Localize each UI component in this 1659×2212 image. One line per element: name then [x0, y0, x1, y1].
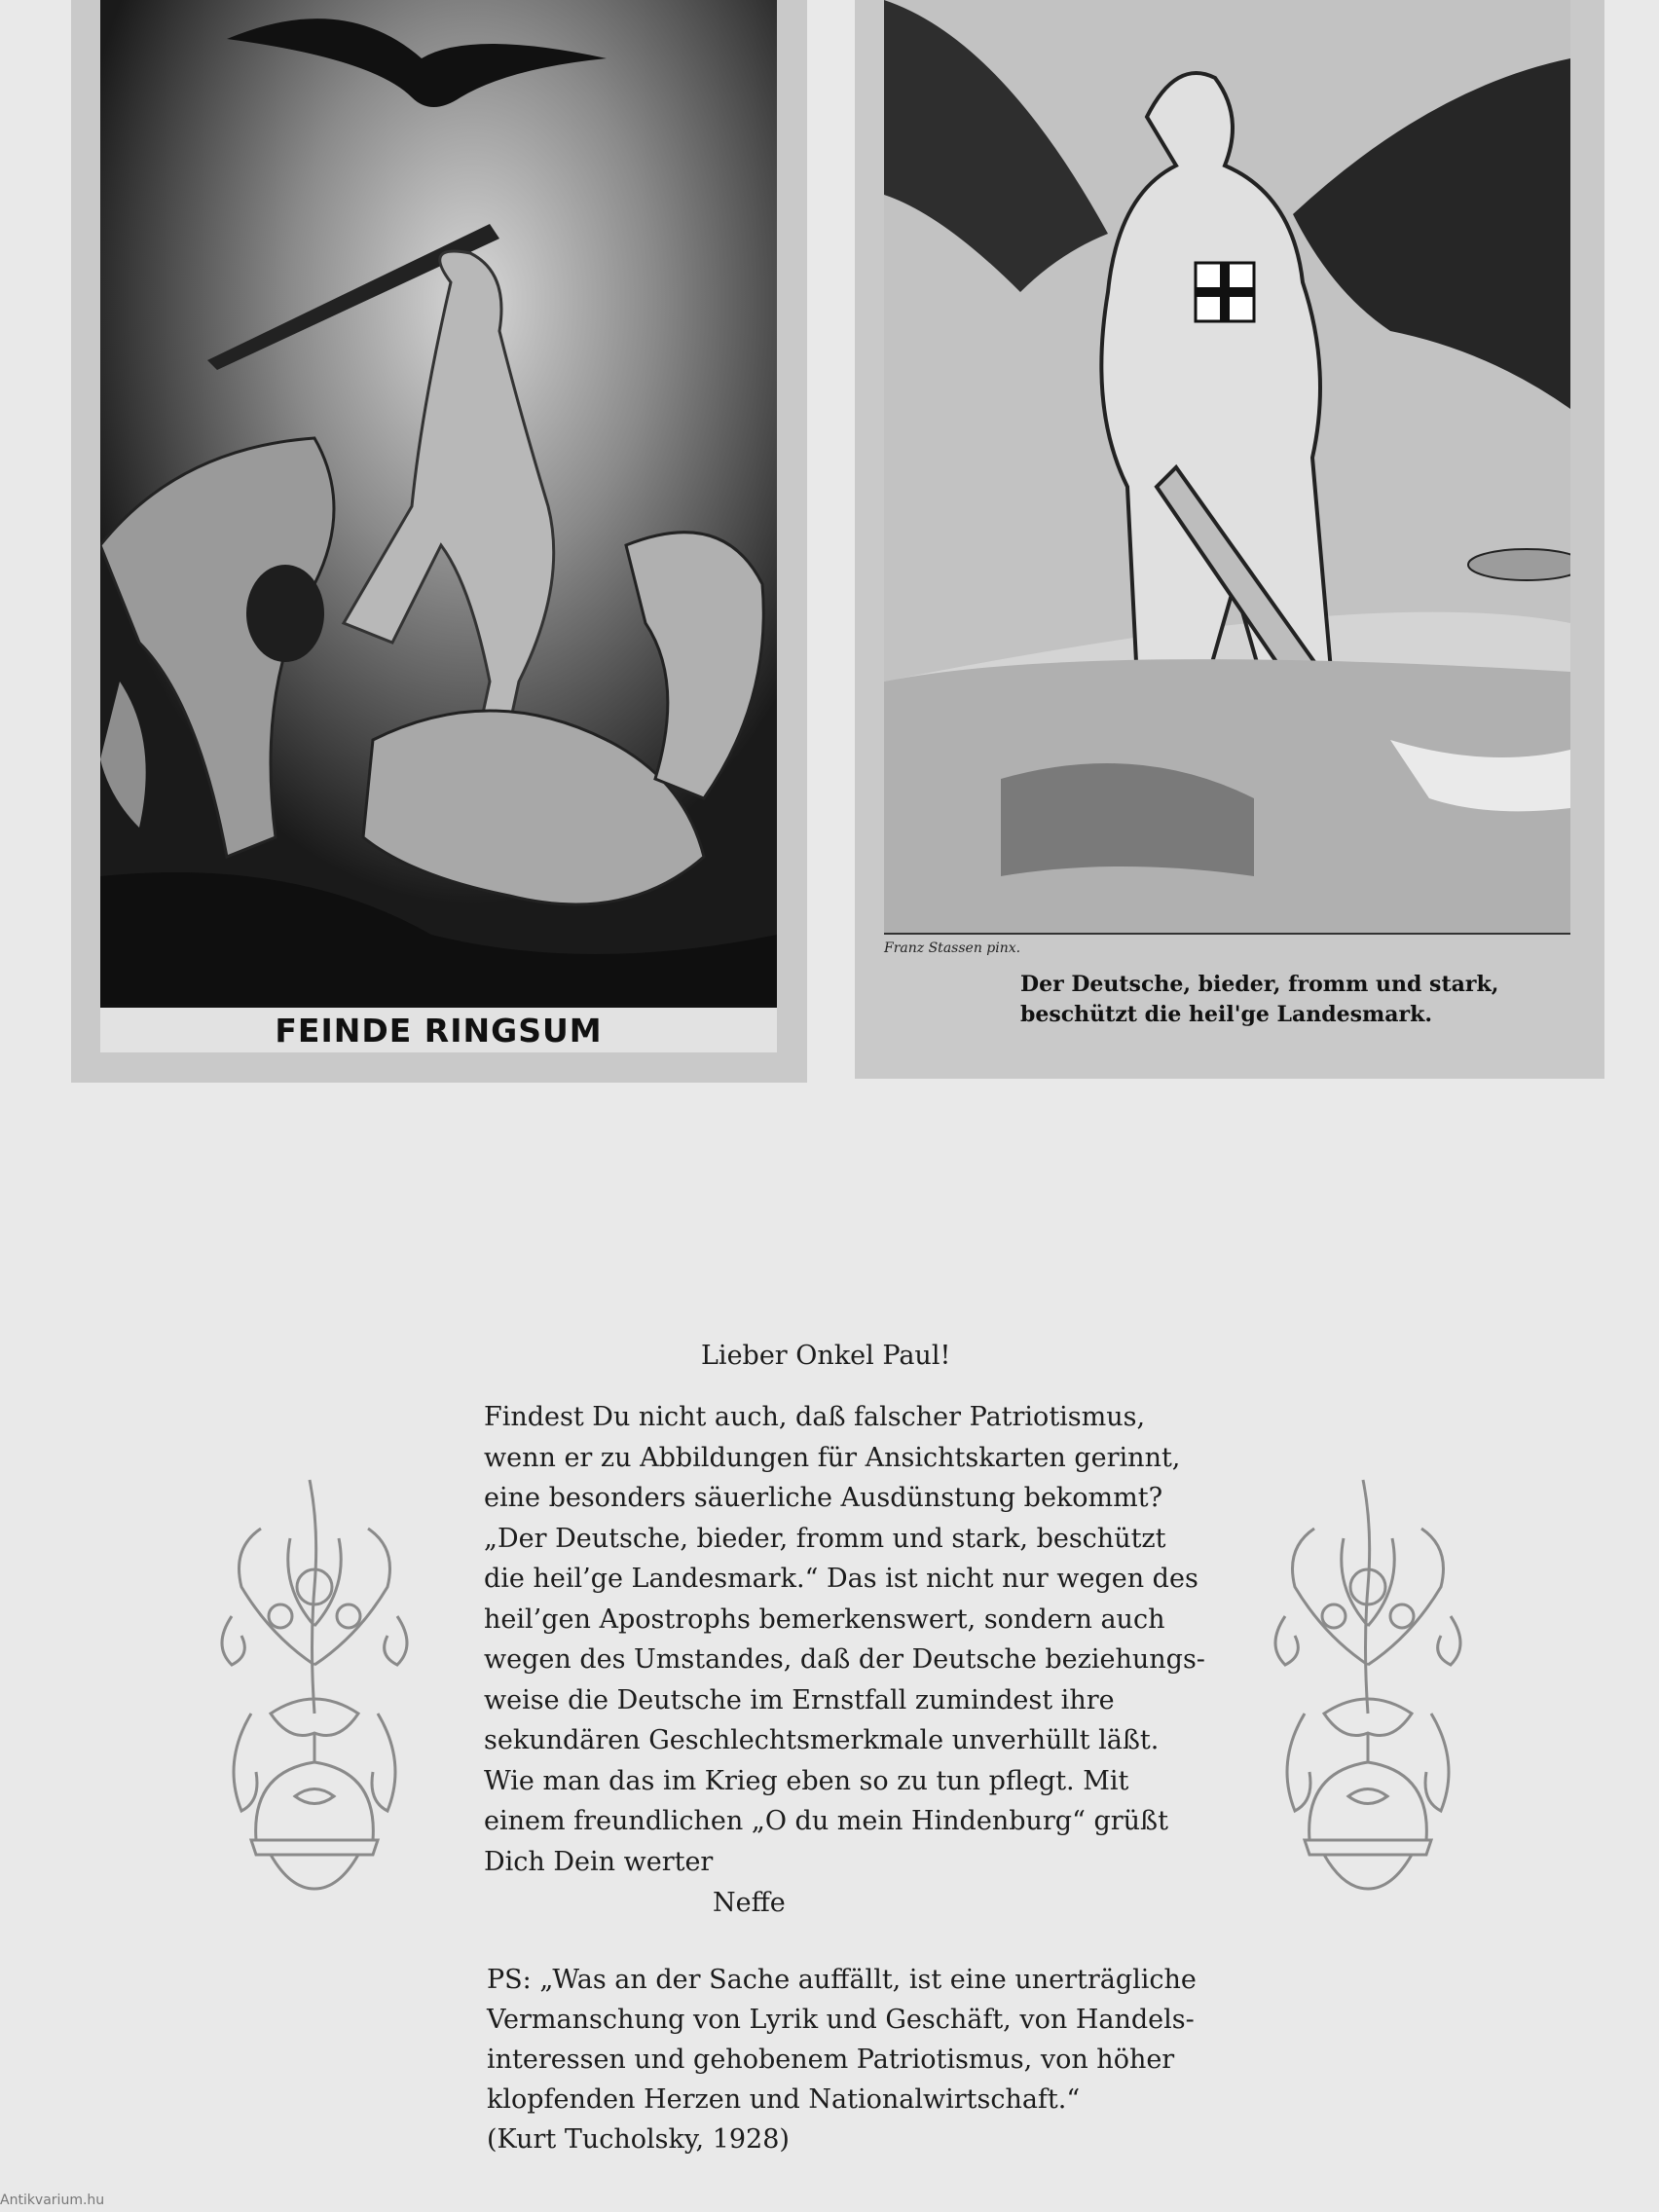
letter-body	[484, 1397, 1263, 1882]
letter-salutation: Lieber Onkel Paul!	[701, 1341, 951, 1371]
letter-line: heil’gen Apostrophs bemerkenswert, sondern auch	[484, 1604, 1165, 1635]
letter-line: Dich Dein werter	[484, 1846, 714, 1877]
illustration-drawing	[100, 0, 777, 1005]
letter-line: „Der Deutsche, bieder, fromm und stark, beschützt	[484, 1523, 1166, 1554]
ps-line: interessen und gehobenem Patriotismus, von höher	[487, 2045, 1175, 2075]
letter-line: Wie man das im Krieg eben so zu tun pflegt. Mit	[484, 1765, 1129, 1796]
caption-line: beschützt die heil'ge Landesmark.	[1020, 1002, 1433, 1027]
watermark: Antikvarium.hu	[0, 2193, 105, 2208]
caption-line: Der Deutsche, bieder, fromm und stark,	[1020, 972, 1499, 997]
ps-line: (Kurt Tucholsky, 1928)	[487, 2124, 790, 2155]
letter-line: sekundären Geschlechtsmerkmale unverhüllt läßt.	[484, 1725, 1160, 1755]
letter-line: die heil’ge Landesmark.“ Das ist nicht nur wegen des	[484, 1564, 1198, 1594]
helmet-bouquet-icon	[1266, 1470, 1470, 1899]
postcard-der-deutsche	[855, 0, 1604, 1079]
letter-line: weise die Deutsche im Ernstfall zumindest ihre	[484, 1684, 1115, 1715]
letter-signature: Neffe	[713, 1888, 786, 1918]
postscript	[487, 1960, 1266, 2159]
artist-credit: Franz Stassen pinx.	[884, 940, 1021, 956]
illustration-drawing	[884, 0, 1570, 933]
postcard-caption-right	[1020, 970, 1527, 1030]
ps-line: Vermanschung von Lyrik und Geschäft, von Handels-	[487, 2005, 1195, 2035]
illustration-feinde-ringsum	[100, 0, 777, 1005]
ps-line: PS: „Was an der Sache auffällt, ist eine unerträgliche	[487, 1965, 1197, 1995]
helmet-bouquet-icon	[212, 1470, 417, 1899]
ps-line: klopfenden Herzen und Nationalwirtschaft.“	[487, 2084, 1081, 2115]
letter-line: Findest Du nicht auch, daß falscher Patriotismus,	[484, 1402, 1146, 1432]
postcard-feinde-ringsum	[71, 0, 807, 1083]
letter-line: eine besonders säuerliche Ausdünstung bekommt?	[484, 1483, 1163, 1513]
helmet-bouquet-ornament-left	[212, 1470, 417, 1899]
postcard-caption-left: FEINDE RINGSUM	[100, 1005, 777, 1052]
letter-line: wenn er zu Abbildungen für Ansichtskarten gerinnt,	[484, 1442, 1181, 1473]
letter-line: wegen des Umstandes, daß der Deutsche beziehungs-	[484, 1644, 1205, 1675]
letter-line: einem freundlichen „O du mein Hindenburg“ grüßt	[484, 1806, 1168, 1836]
helmet-bouquet-ornament-right	[1266, 1470, 1470, 1899]
illustration-winged-knight	[884, 0, 1570, 935]
